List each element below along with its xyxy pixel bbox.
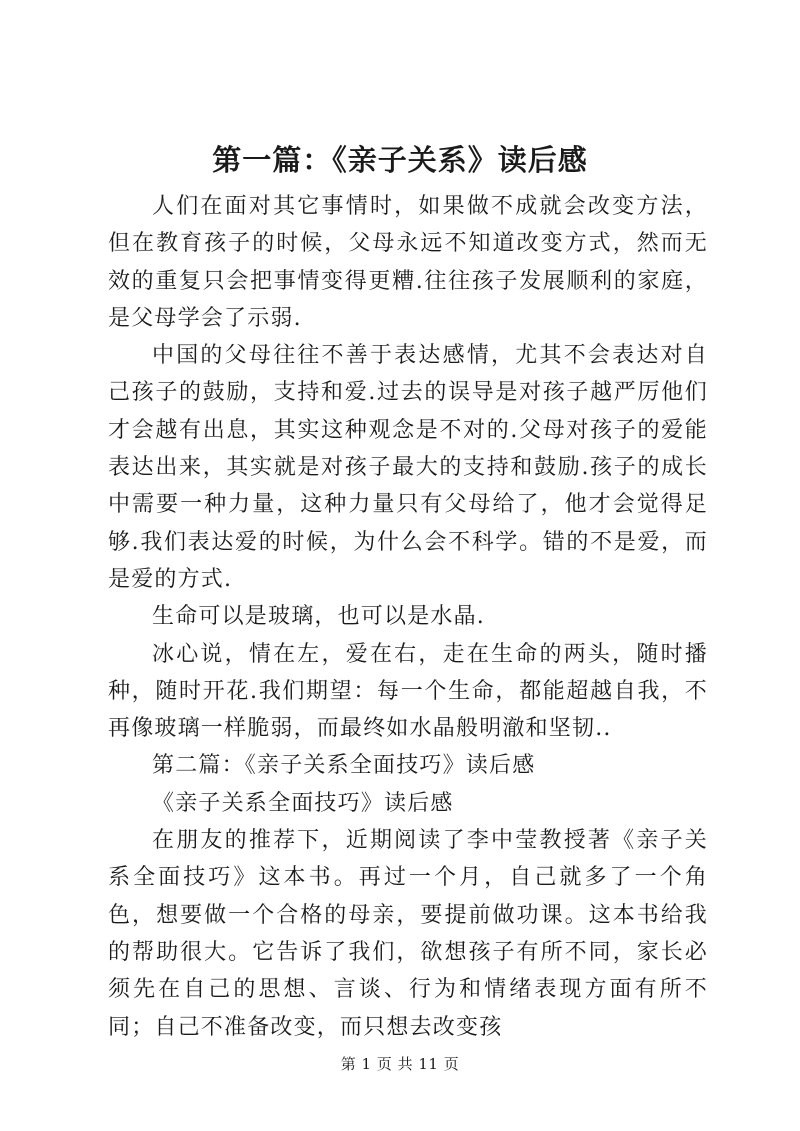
document-body [108,188,708,1046]
section-heading: 第二篇：《亲子关系全面技巧》读后感 [152,753,536,779]
paragraph: 人们在面对其它事情时，如果做不成就会改变方法，但在教育孩子的时候，父母永远不知道改变方式，然而无效的重复只会把事情变得更糟.往往孩子发展顺利的家庭，是父母学会了示弱. [108,194,708,331]
document-title: 第一篇：《亲子关系》读后感 [212,143,588,177]
paragraph: 中国的父母往往不善于表达感情，尤其不会表达对自己孩子的鼓励，支持和爱.过去的误导是对孩子越严厉他们才会越有出息，其实这种观念是不对的.父母对孩子的爱能表达出来，其实就是对孩子最大的支持和鼓励.孩子的成长中需要一种力量，这种力量只有父母给了，他才会觉得足够.我们表达爱的时候，为什么会不科学。错的不是爱，而是爱的方式. [108,343,708,592]
paragraph: 在朋友的推荐下，近期阅读了李中莹教授著《亲子关系全面技巧》这本书。再过一个月，自己就多了一个角色，想要做一个合格的母亲，要提前做功课。这本书给我的帮助很大。它告诉了我们，欲想孩子有所不同，家长必须先在自己的思想、言谈、行为和情绪表现方面有所不同；自己不准备改变，而只想去改变孩 [108,828,708,1040]
paragraph: 冰心说，情在左，爱在右，走在生命的两头，随时播种，随时开花.我们期望：每一个生命，都能超越自我，不再像玻璃一样脆弱，而最终如水晶般明澈和坚韧.. [108,641,708,742]
section-subheading: 《亲子关系全面技巧》读后感 [152,790,454,816]
paragraph: 生命可以是玻璃，也可以是水晶. [152,604,485,630]
page-footer: 第 1 页 共 11 页 [340,1055,460,1073]
